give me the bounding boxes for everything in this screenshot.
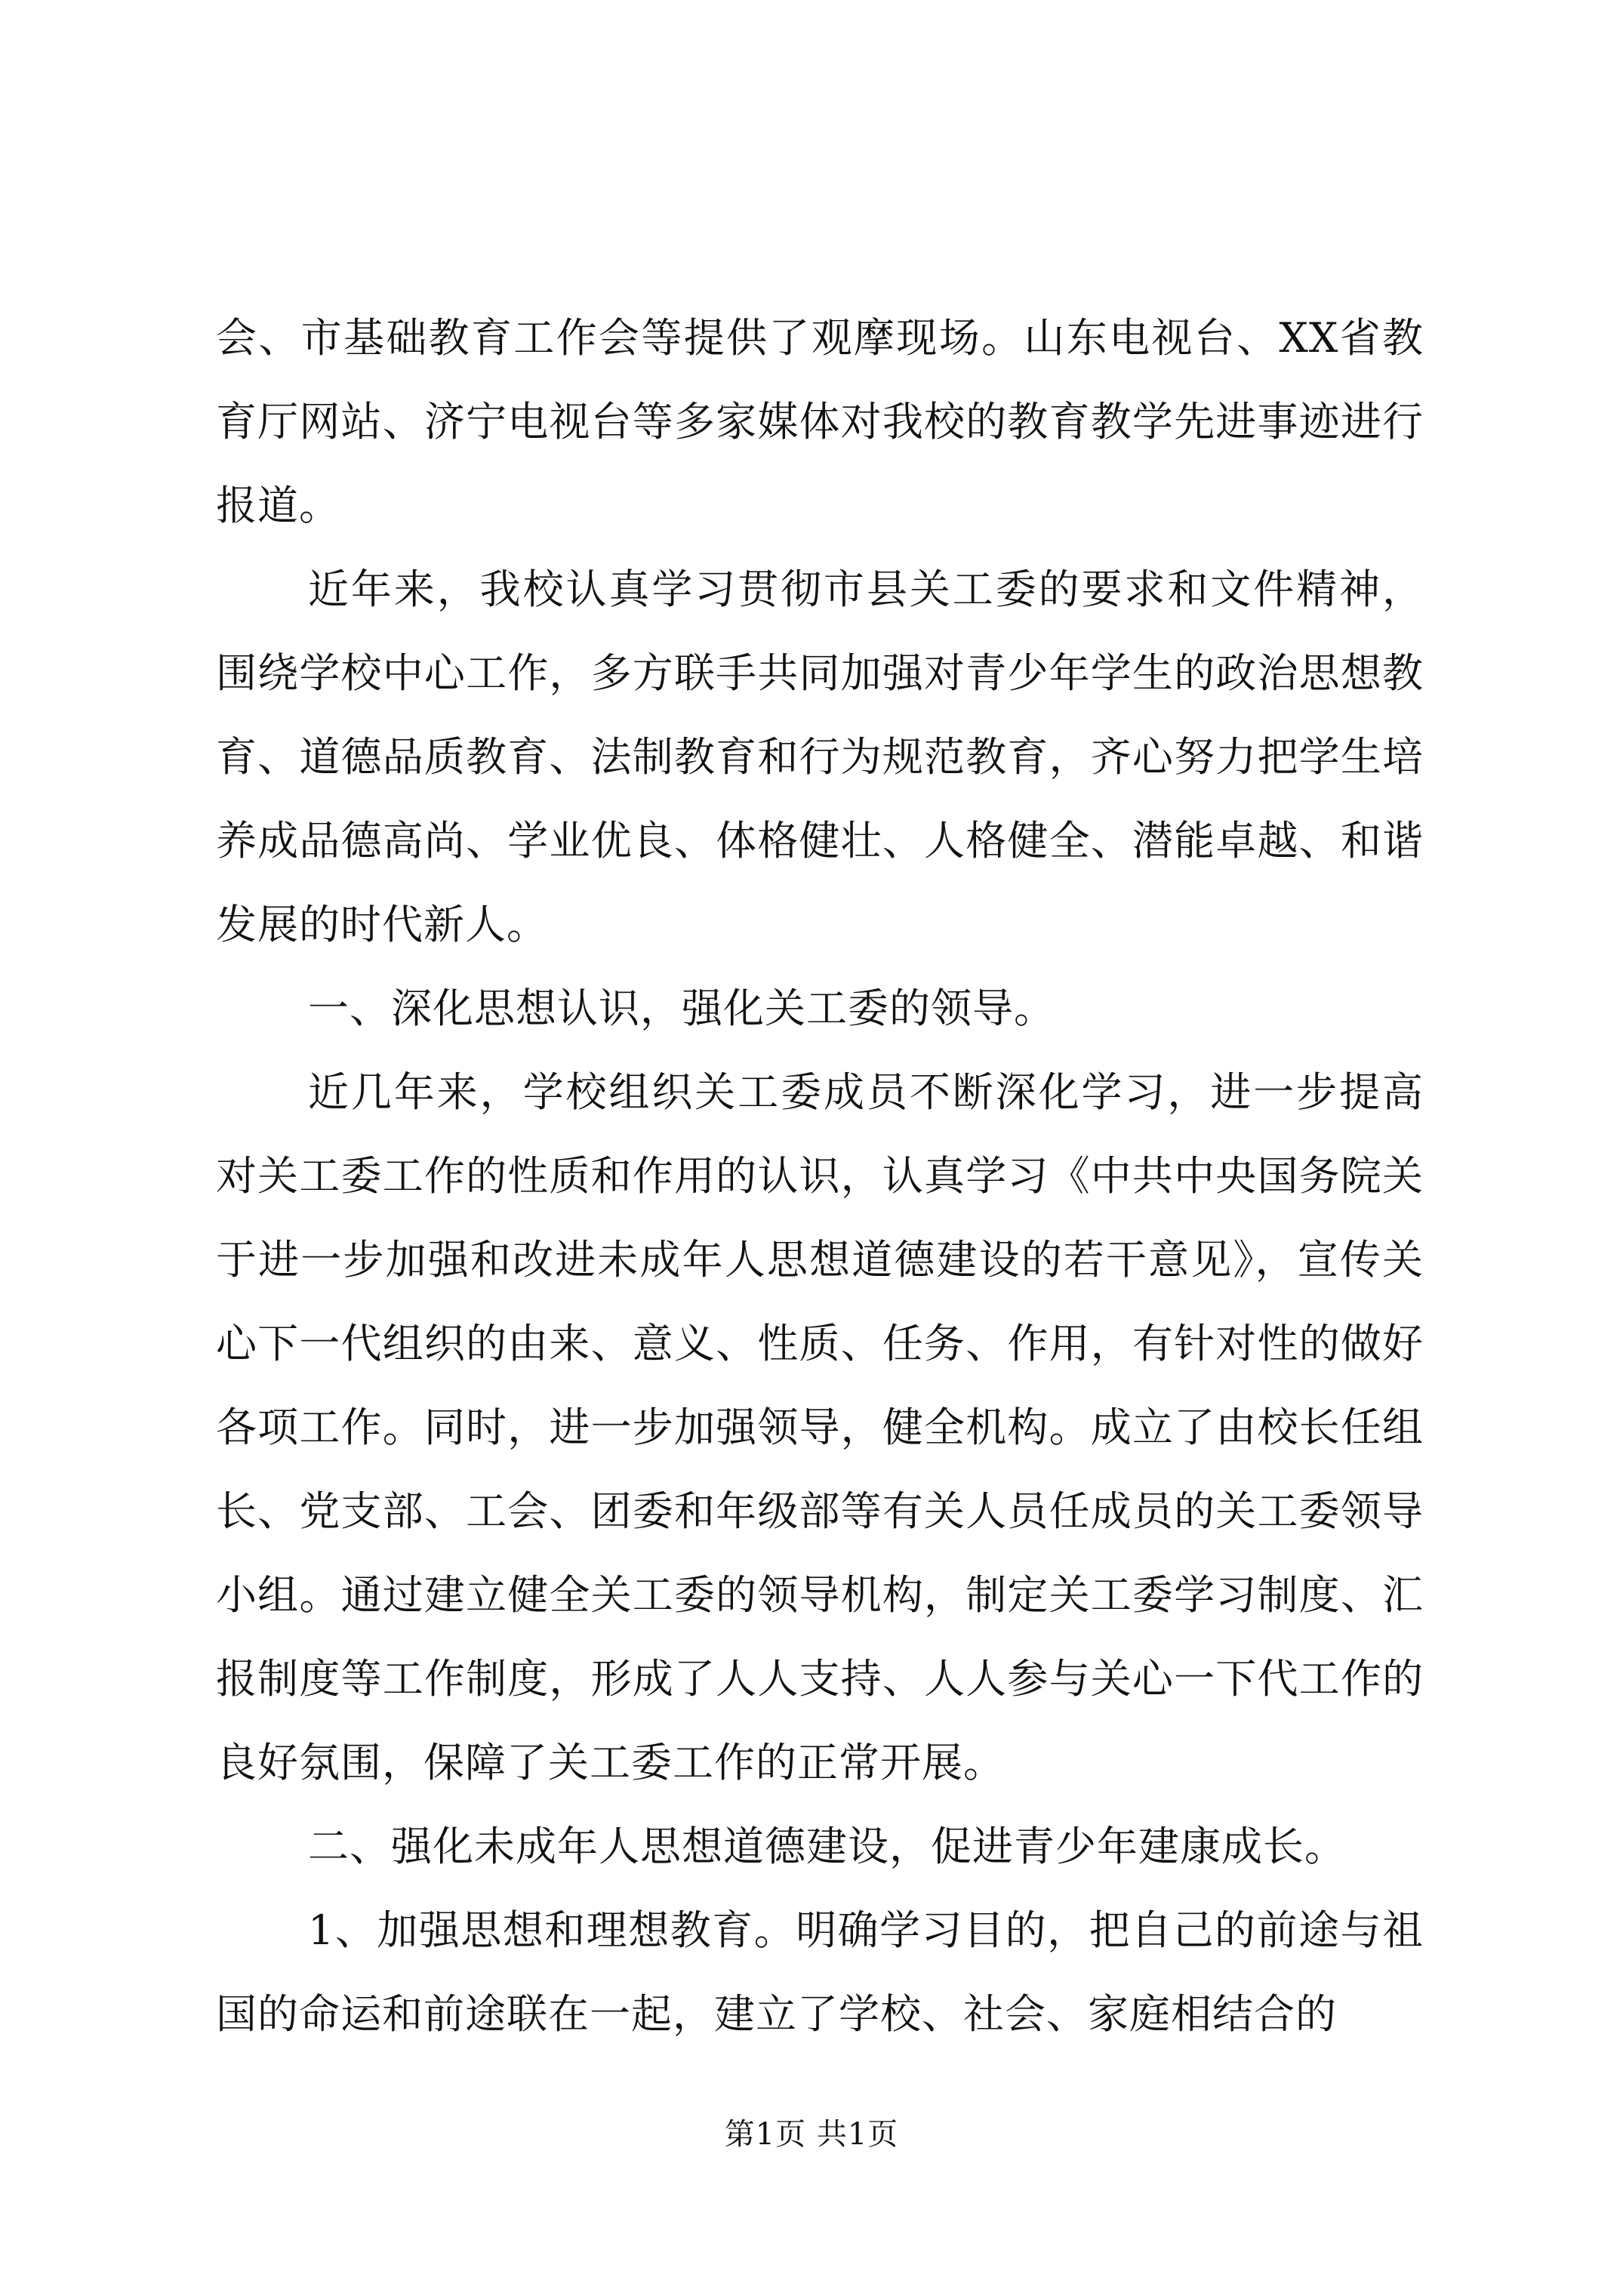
- section-heading-1: 一、深化思想认识，强化关工委的领导。: [308, 985, 1055, 1032]
- paragraph-3: 近几年来，学校组织关工委成员不断深化学习，进一步提高对关工委工作的性质和作用的认识，认真学习《中共中央国务院关于进一步加强和改进未成年人思想道德建设的若干意见》，宣传关心下一代组织的由来、意义、性质、任务、作用，有针对性的做好各项工作。同时，进一步加强领导，健全机构。成立了由校长任组长、党支部、工会、团委和年级部等有关人员任成员的关工委领导小组。通过建立健全关工委的领导机构，制定关工委学习制度、汇报制度等工作制度，形成了人人支持、人人参与关心一下代工作的良好氛围，保障了关工委工作的正常开展。: [216, 1068, 1424, 1786]
- page-number: 第1页 共1页: [724, 2117, 899, 2152]
- page-footer: [0, 2116, 1623, 2153]
- document-body: [216, 296, 1424, 2056]
- section-heading-2: 二、强化未成年人思想道德建设，促进青少年建康成长。: [308, 1823, 1346, 1870]
- paragraph-2: 近年来，我校认真学习贯彻市县关工委的要求和文件精神，围绕学校中心工作，多方联手共同加强对青少年学生的政治思想教育、道德品质教育、法制教育和行为规范教育，齐心努力把学生培养成品德高尚、学业优良、体格健壮、人格健全、潜能卓越、和谐发展的时代新人。: [216, 566, 1424, 948]
- paragraph-4: 1、加强思想和理想教育。明确学习目的，把自己的前途与祖国的命运和前途联在一起，建立了学校、社会、家庭相结合的: [216, 1906, 1424, 2038]
- paragraph-1: 会、市基础教育工作会等提供了观摩现场。山东电视台、XX省教育厅网站、济宁电视台等多家媒体对我校的教育教学先进事迹进行报道。: [216, 314, 1424, 529]
